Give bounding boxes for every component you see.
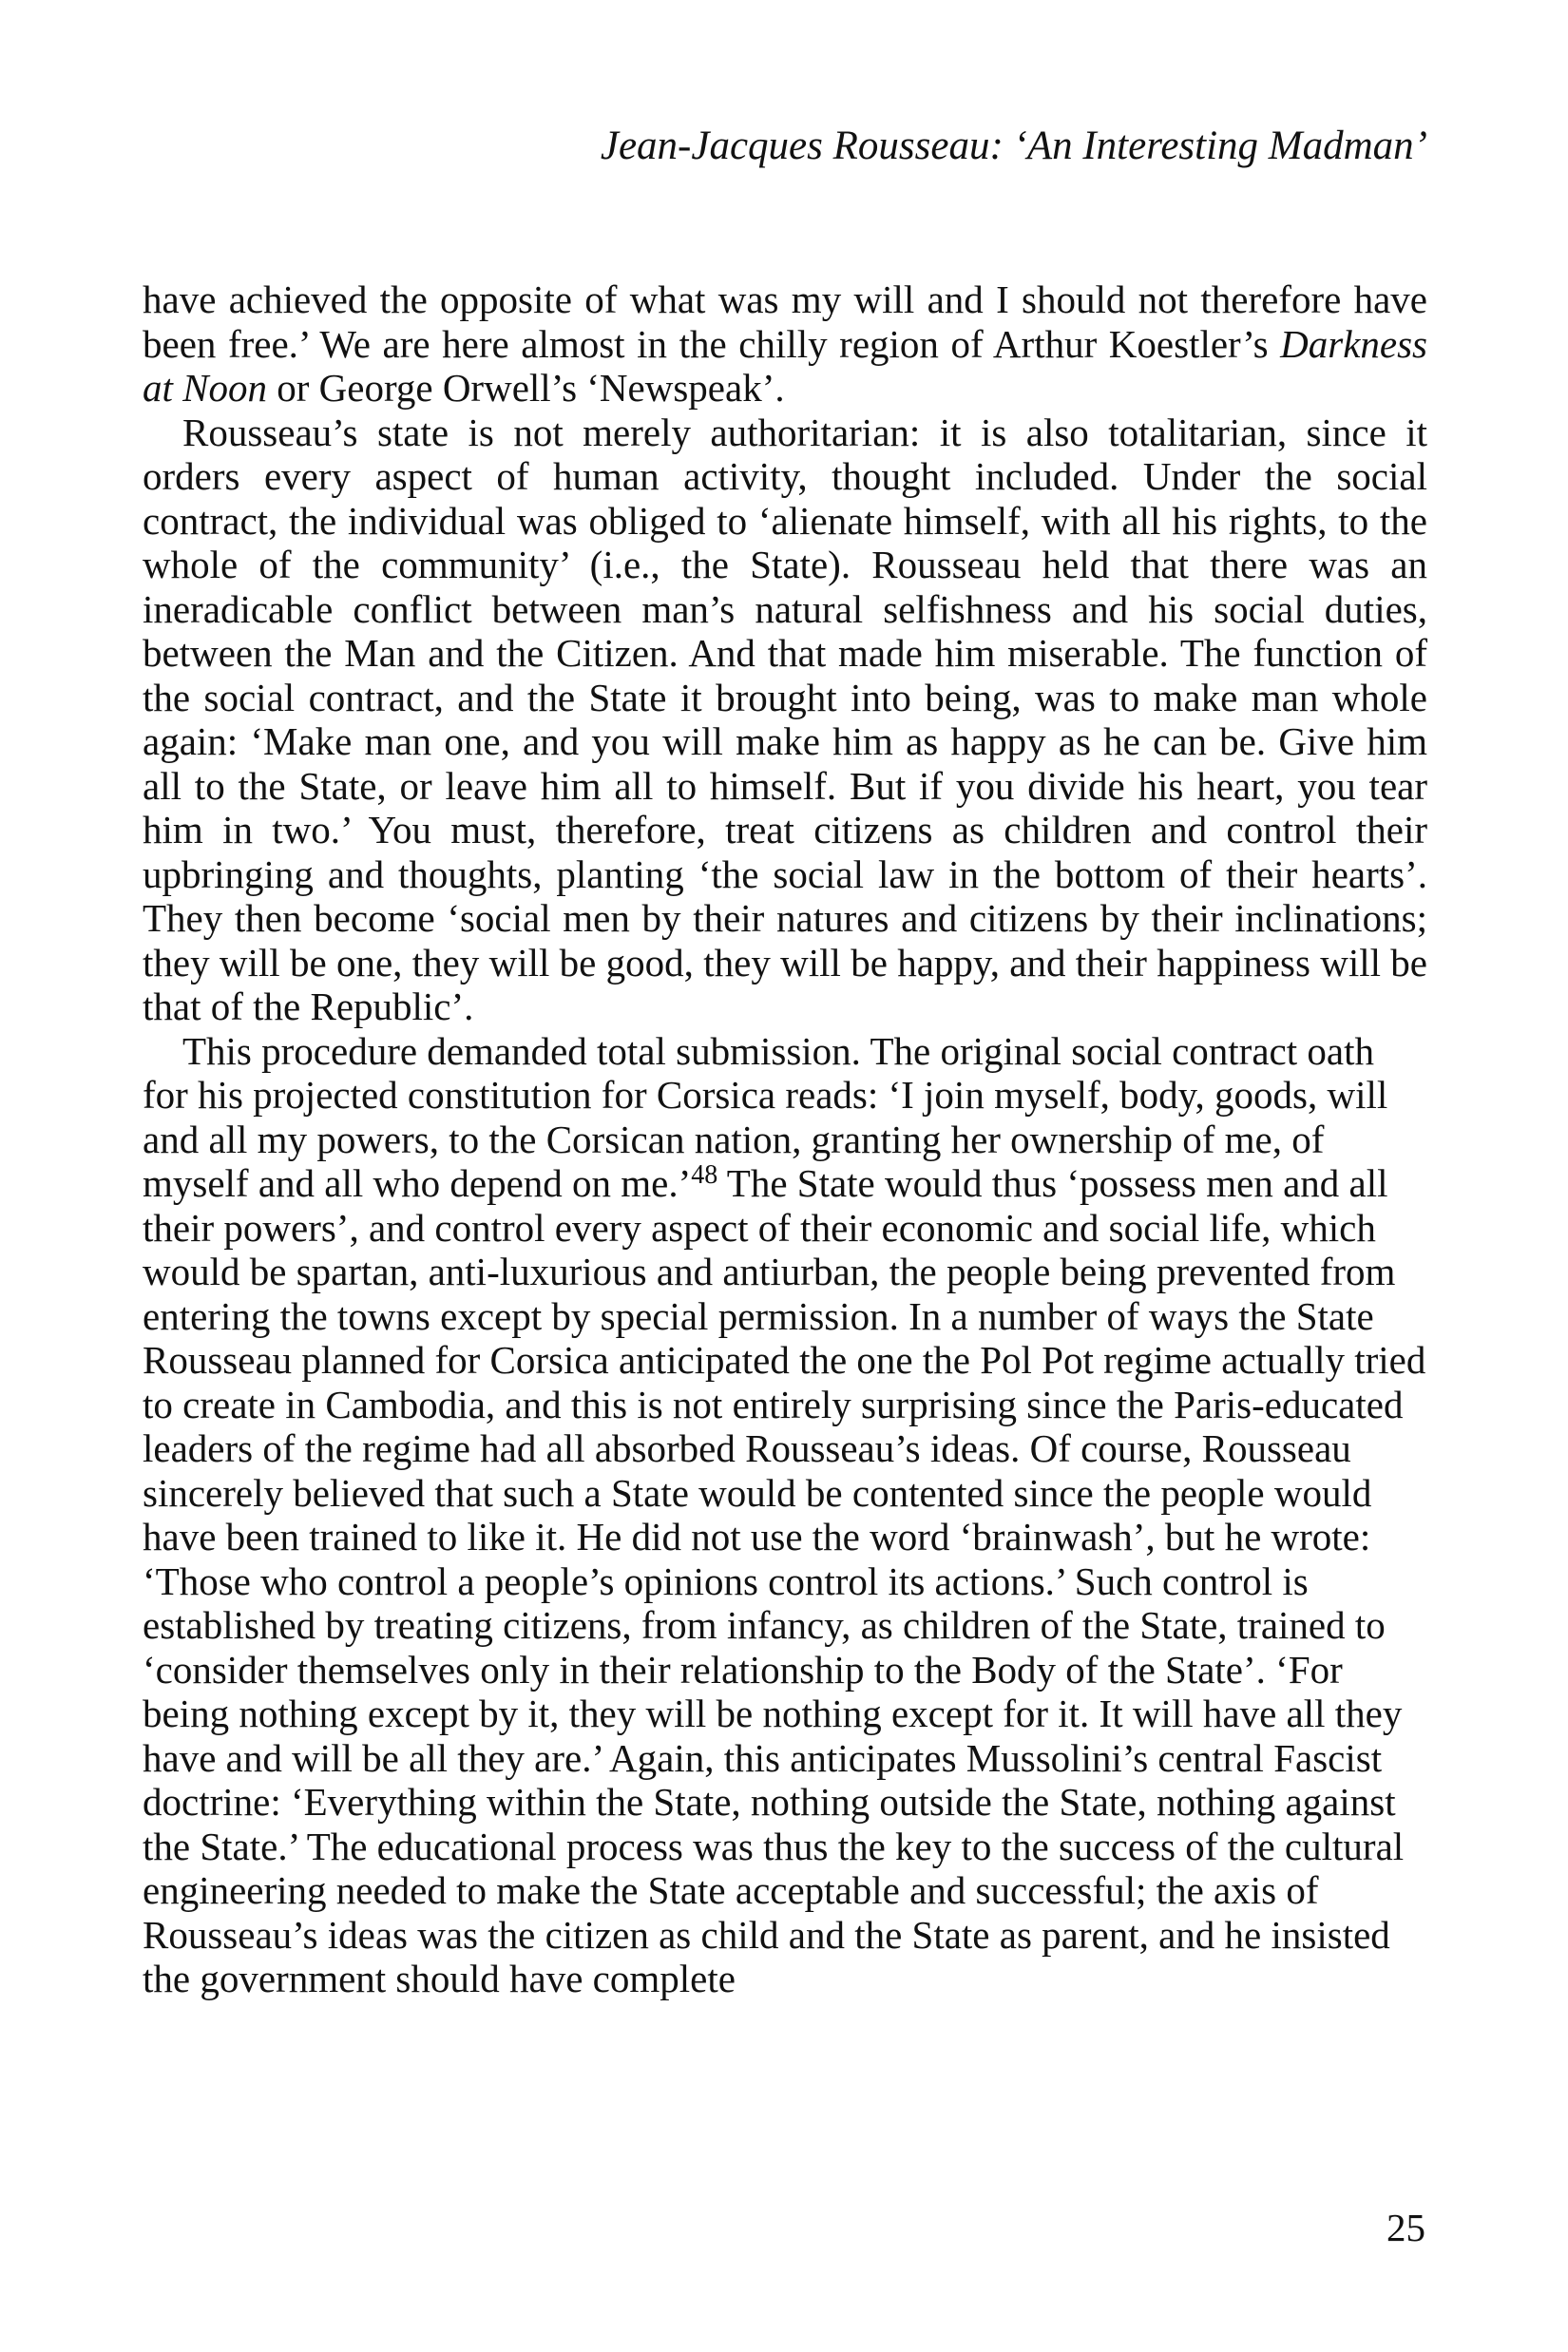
- body-text: [143, 277, 1427, 2001]
- running-head: Jean-Jacques Rousseau: ‘An Interesting Madman’: [600, 124, 1427, 168]
- paragraph-1-text-a: have achieved the opposite of what was my will and I should not therefore have been free.’ We are here almost in the chilly region of Arthur Koestler’s: [143, 277, 1427, 366]
- paragraph-3-text-a: This procedure demanded total submission. The original social contract oath for his projected constitution for Corsica reads: ‘I join myself, body, goods, will and all my powers, to the Corsican nation, granting her ownership of me, of myself and all who depend on me.’: [143, 1028, 1388, 1205]
- paragraph-1-text-b: or George Orwell’s ‘Newspeak’.: [267, 366, 785, 410]
- paragraph-2: Rousseau’s state is not merely authoritarian: it is also totalitarian, since it orders every aspect of human activity, thought included. Under the social contract, the individual was obliged to ‘alienate himself, with all his rights, to the whole of the community’ (i.e., the State). Rousseau held that there was an ineradicable conflict between man’s natural selfishness and his social duties, between the Man and the Citizen. And that made him miserable. The function of the social contract, and the State it brought into being, was to make man whole again: ‘Make man one, and you will make him as happy as he can be. Give him all to the State, or leave him all to himself. But if you divide his heart, you tear him in two.’ You must, therefore, treat citizens as children and control their upbringing and thoughts, planting ‘the social law in the bottom of their hearts’. They then become ‘social men by their natures and citizens by their inclinations; they will be one, they will be good, they will be happy, and their happiness will be that of the Republic’.: [143, 410, 1427, 1028]
- paragraph-1: [143, 277, 1427, 411]
- footnote-reference: 48: [691, 1160, 718, 1190]
- book-title-italic: Darkness at Noon: [143, 321, 1427, 410]
- paragraph-3-text-b: The State would thus ‘possess men and all their powers’, and control every aspect of their economic and social life, which would be spartan, anti-luxurious and antiurban, the people being prevented from entering the towns except by special permission. In a number of ways the State Rousseau planned for Corsica anticipated the one the Pol Pot regime actually tried to create in Cambodia, and this is not entirely surprising since the Paris-educated leaders of the regime had all absorbed Rousseau’s ideas. Of course, Rousseau sincerely believed that such a State would be contented since the people would have been trained to like it. He did not use the word ‘brainwash’, but he wrote: ‘Those who control a people’s opinions control its actions.’ Such control is established by treating citizens, from infancy, as children of the State, trained to ‘consider themselves only in their relationship to the Body of the State’. ‘For being nothing except by it, they will be nothing except for it. It will have all they have and will be all they are.’ Again, this anticipates Mussolini’s central Fascist doctrine: ‘Everything within the State, nothing outside the State, nothing against the State.’ The educational process was thus the key to the success of the cultural engineering needed to make the State acceptable and successful; the axis of Rousseau’s ideas was the citizen as child and the State as parent, and he insisted the government should have complete: [143, 1161, 1426, 2000]
- page-number: 25: [1386, 2206, 1425, 2249]
- paragraph-3: [143, 1029, 1427, 2001]
